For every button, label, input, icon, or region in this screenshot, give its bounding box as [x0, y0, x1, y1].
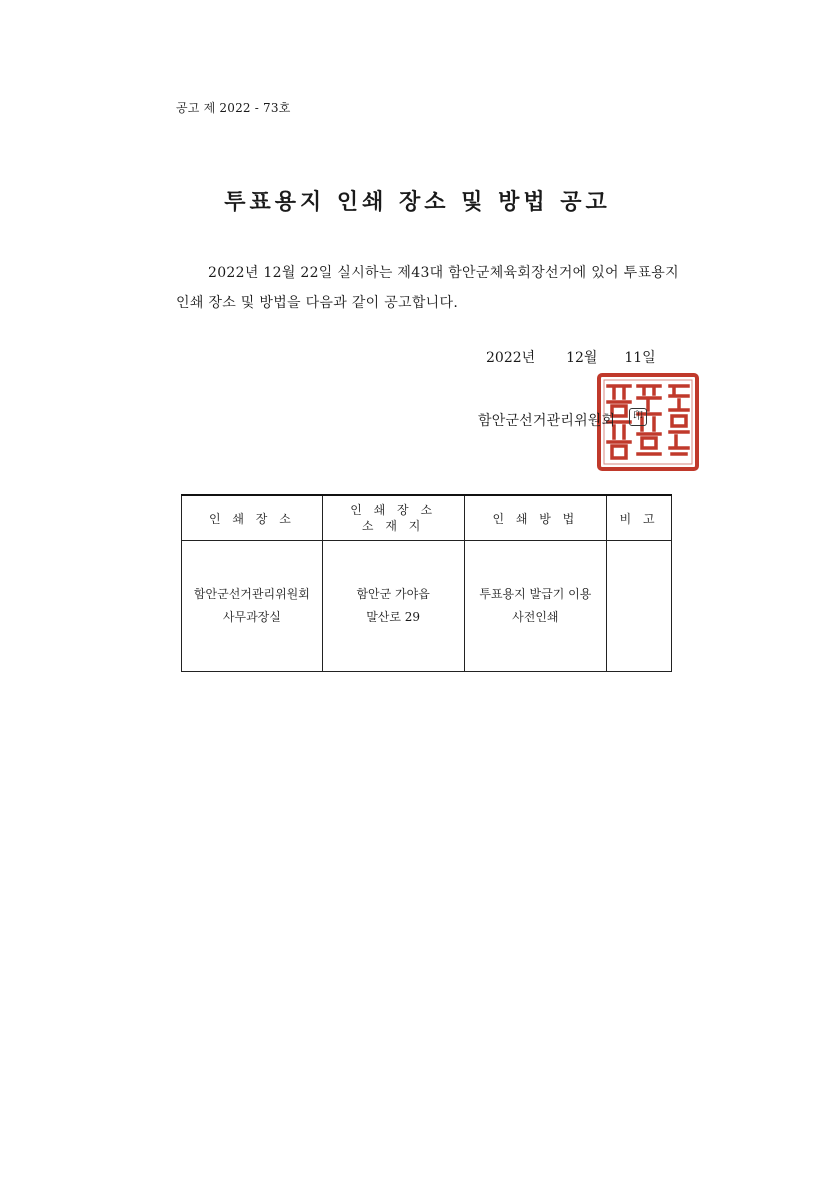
table-header-row [182, 495, 672, 541]
seal-mark: 印 [629, 408, 647, 426]
notice-number: 공고 제 2022 - 73호 [176, 101, 291, 115]
method-line-2: 사전인쇄 [512, 610, 559, 624]
printing-info-table [181, 494, 672, 672]
body-line-1: 2022년 12월 22일 실시하는 제43대 함안군체육회장선거에 있어 투표용지 [208, 265, 679, 281]
cell-print-address [322, 541, 464, 672]
address-line-2: 말산로 29 [366, 610, 421, 624]
cell-print-place [182, 541, 323, 672]
notice-date [486, 347, 656, 367]
table-row [182, 541, 672, 672]
header-print-address-line [324, 502, 463, 534]
date-day: 11일 [624, 350, 656, 366]
body-line-2: 인쇄 장소 및 방법을 다음과 같이 공고합니다. [176, 295, 459, 311]
address-line-1: 함안군 가야읍 [356, 587, 430, 601]
issuer-name: 함안군선거관리위원회 [478, 413, 616, 429]
header-print-place: 인 쇄 장 소 [182, 495, 323, 541]
cell-print-method [464, 541, 607, 672]
header-note: 비 고 [607, 495, 672, 541]
document-title: 투표용지 인쇄 장소 및 방법 공고 [224, 189, 611, 215]
header-print-address-line-1: 인 쇄 장 소 [350, 503, 437, 517]
cell-note [607, 541, 672, 672]
header-print-address [322, 495, 464, 541]
date-month: 12월 [566, 350, 598, 366]
header-print-method: 인 쇄 방 법 [464, 495, 607, 541]
place-line-2: 사무과장실 [222, 610, 281, 624]
method-line-1: 투표용지 발급기 이용 [479, 587, 592, 601]
place-line-1: 함안군선거관리위원회 [193, 587, 310, 601]
date-year: 2022년 [486, 350, 536, 366]
header-print-address-line-2: 소 재 지 [361, 519, 425, 533]
